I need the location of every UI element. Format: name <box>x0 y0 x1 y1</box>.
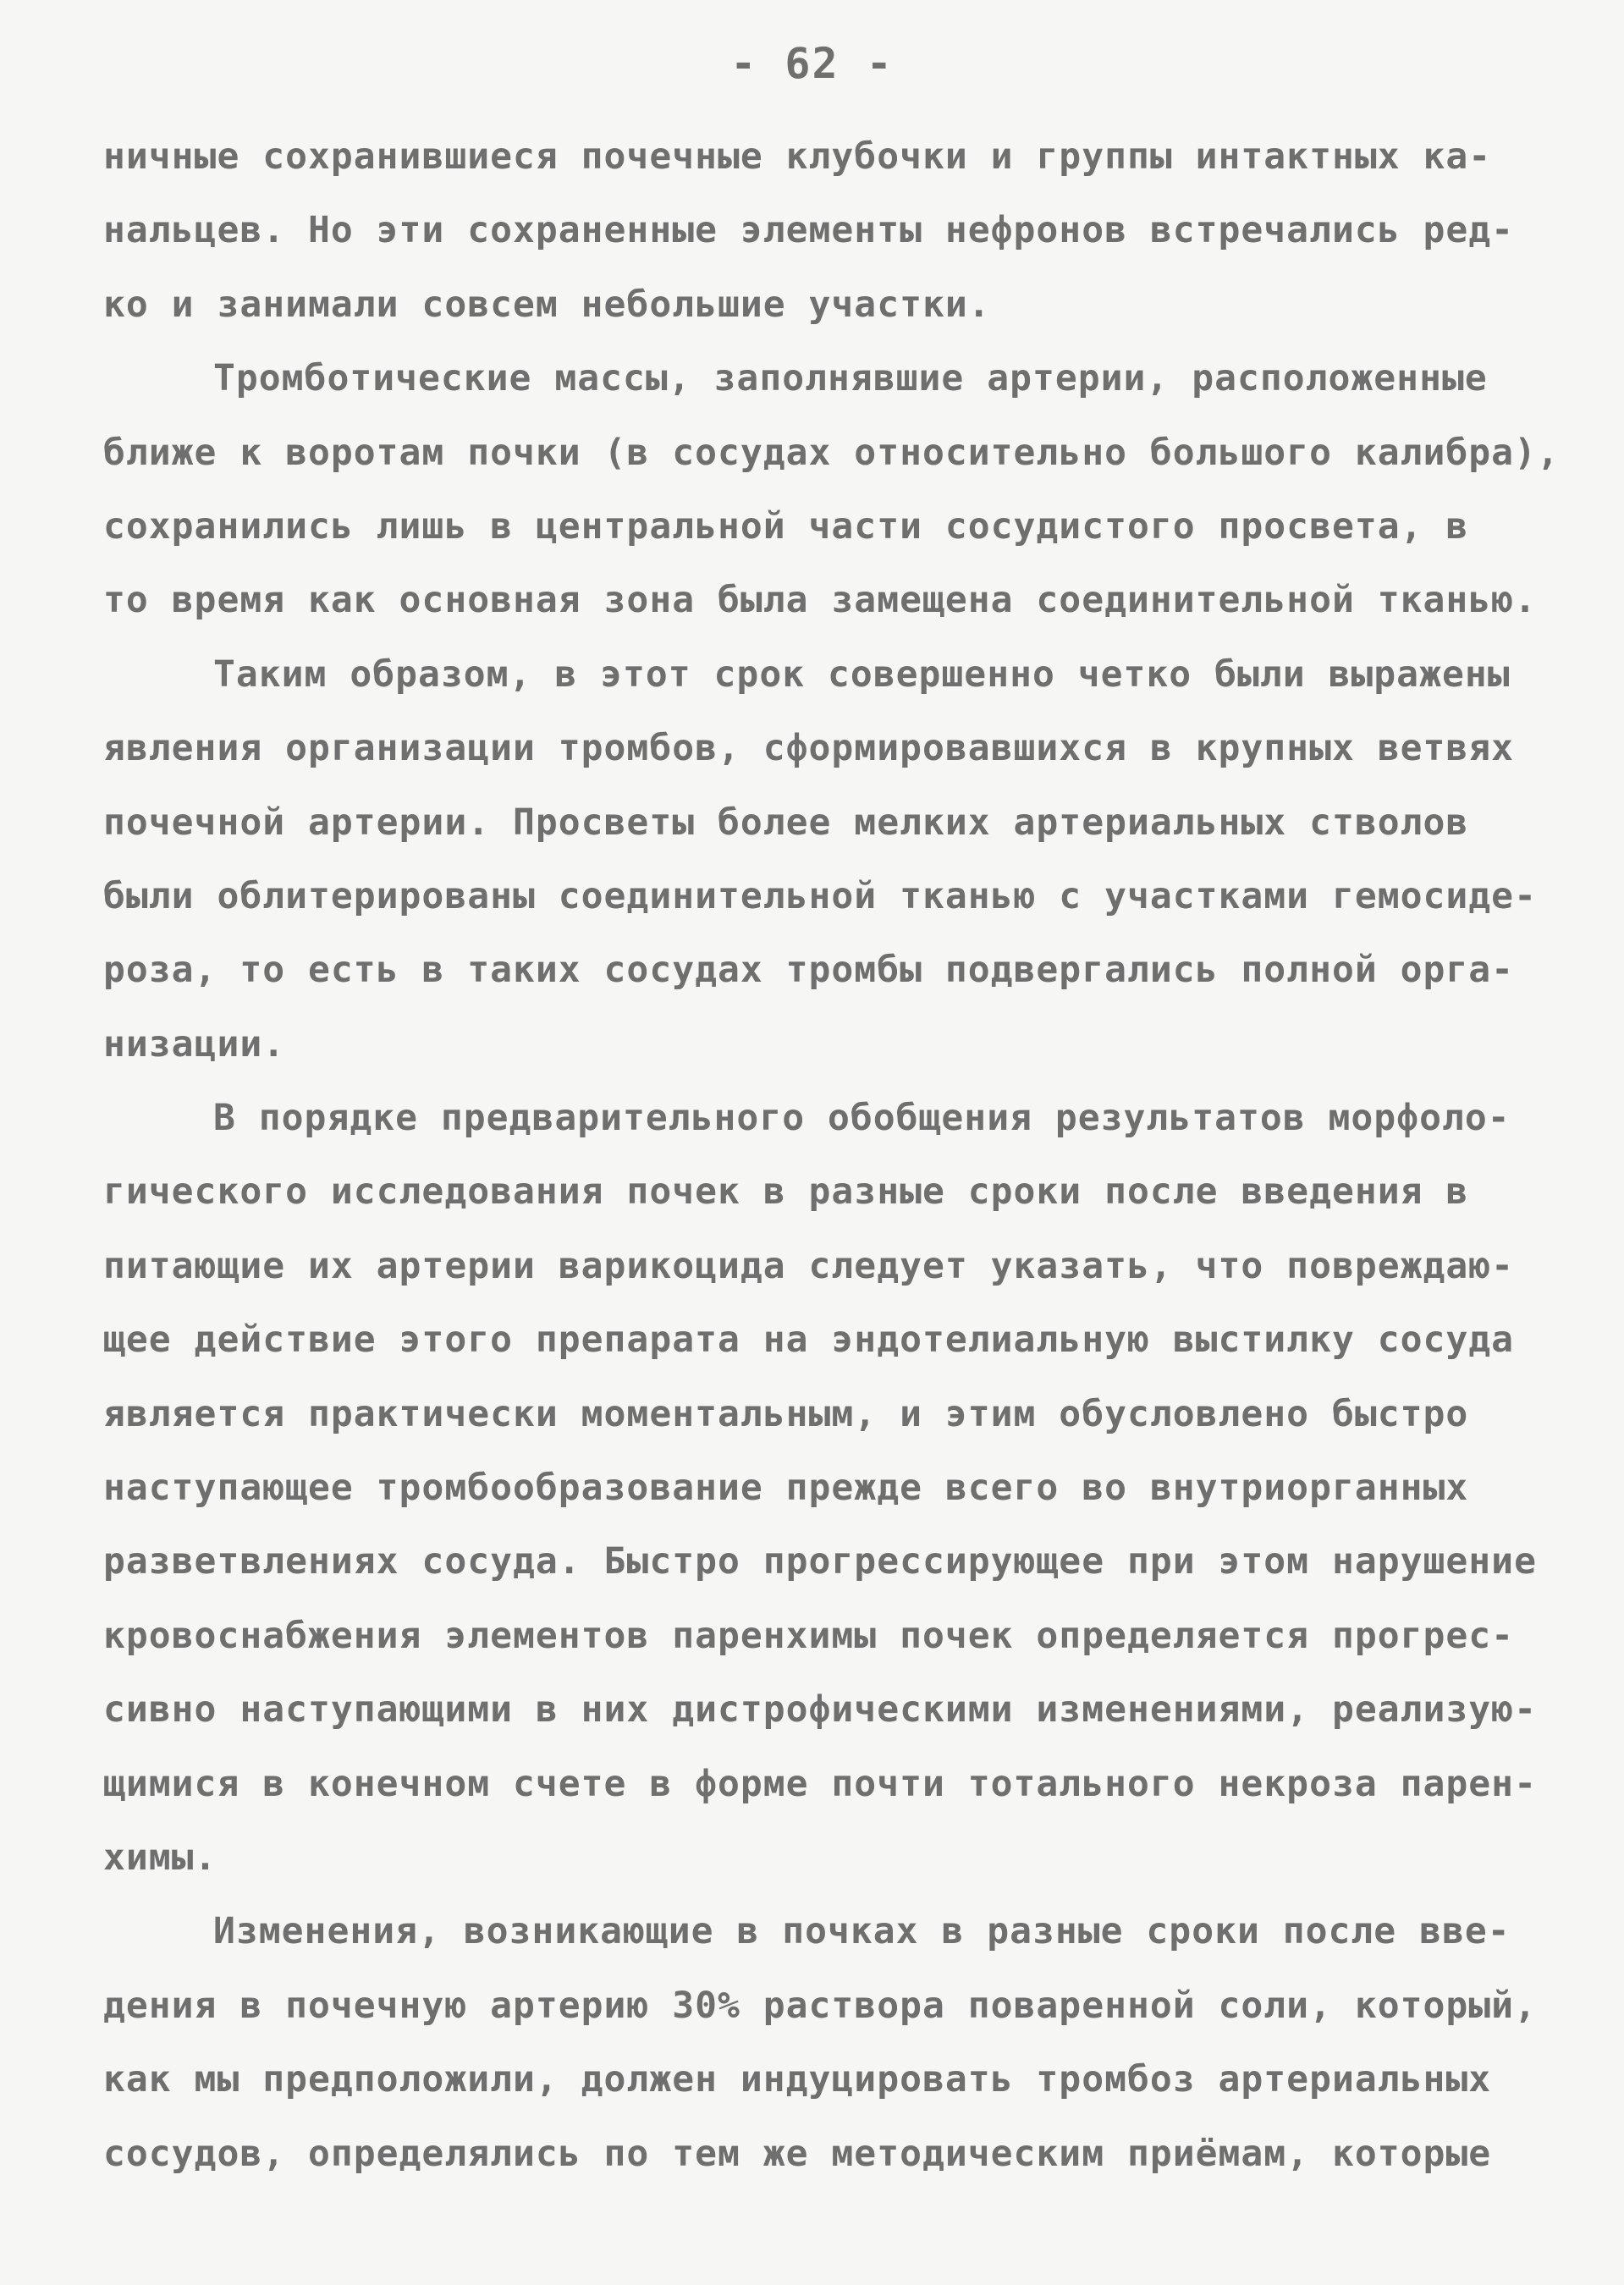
text-line: ближе к воротам почки (в сосудах относительно большого калибра), <box>103 431 1560 474</box>
text-line: щее действие этого препарата на эндотелиальную выстилку сосуда <box>103 1319 1515 1362</box>
text-line: химы. <box>103 1836 217 1879</box>
text-line: то время как основная зона была замещена соединительной тканью. <box>103 579 1537 622</box>
text-line: дения в почечную артерию 30% раствора поваренной соли, который, <box>103 1984 1537 2027</box>
text-line: кровоснабжения элементов паренхимы почек определяется прогрес- <box>103 1614 1515 1657</box>
text-line: щимися в конечном счете в форме почти тотального некроза парен- <box>103 1762 1537 1805</box>
paragraph-start-line: В порядке предварительного обобщения результатов морфоло- <box>213 1097 1511 1140</box>
text-line: сосудов, определялись по тем же методическим приёмам, которые <box>103 2132 1492 2175</box>
text-line: нальцев. Но эти сохраненные элементы нефронов встречались ред- <box>103 209 1515 252</box>
text-line: роза, то есть в таких сосудах тромбы подвергались полной орга- <box>103 949 1515 992</box>
paragraph-start-line: Тромботические массы, заполнявшие артерии, расположенные <box>213 357 1488 400</box>
body-text <box>103 120 1560 2191</box>
text-line: является практически моментальным, и этим обусловлено быстро <box>103 1392 1469 1435</box>
paragraph-start-line: Изменения, возникающие в почках в разные сроки после вве- <box>213 1910 1511 1953</box>
text-line: питающие их артерии варикоцида следует указать, что повреждаю- <box>103 1244 1515 1287</box>
text-line: почечной артерии. Просветы более мелких артериальных стволов <box>103 801 1469 844</box>
page-number: - 62 - <box>730 39 894 88</box>
text-line: как мы предположили, должен индуцировать тромбоз артериальных <box>103 2058 1492 2101</box>
text-line: разветвлениях сосуда. Быстро прогрессирующее при этом нарушение <box>103 1540 1537 1583</box>
text-line: явления организации тромбов, сформировавшихся в крупных ветвях <box>103 727 1515 770</box>
text-line: ко и занимали совсем небольшие участки. <box>103 283 991 326</box>
text-line: были облитерированы соединительной тканью с участками гемосиде- <box>103 874 1537 917</box>
text-line: ничные сохранившиеся почечные клубочки и группы интактных ка- <box>103 135 1492 178</box>
text-line: сохранились лишь в центральной части сосудистого просвета, в <box>103 504 1469 548</box>
text-line: наступающее тромбообразование прежде всего во внутриорганных <box>103 1467 1469 1510</box>
text-line: гического исследования почек в разные сроки после введения в <box>103 1170 1469 1214</box>
text-line: низации. <box>103 1022 286 1065</box>
text-line: сивно наступающими в них дистрофическими изменениями, реализую- <box>103 1688 1537 1732</box>
paragraph-start-line: Таким образом, в этот срок совершенно четко были выражены <box>213 652 1511 696</box>
